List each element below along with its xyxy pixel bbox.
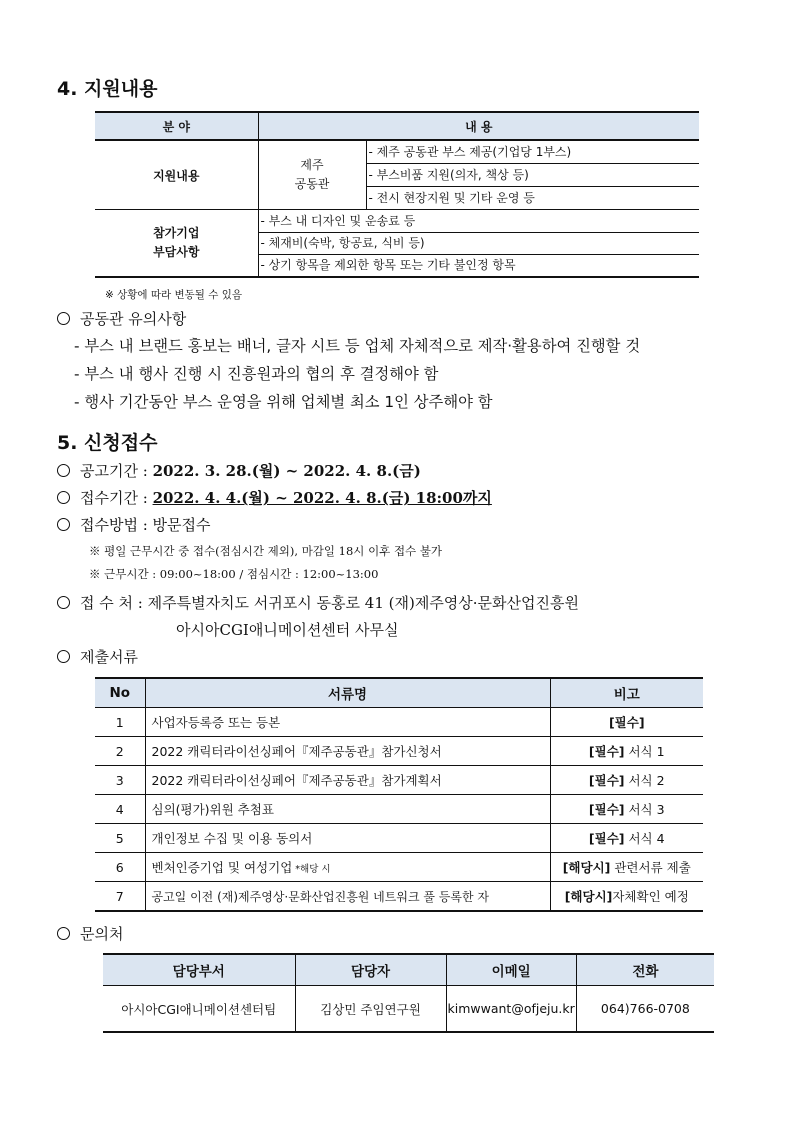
remark-tag: [해당시] <box>562 860 611 875</box>
support-item: - 부스비품 지원(의자, 책상 등) <box>367 164 700 187</box>
burden-label-a: 참가기업 <box>153 226 200 240</box>
row-remark <box>550 795 703 824</box>
contact-department: 아시아CGI애니메이션센터팀 <box>103 986 295 1033</box>
row-remark <box>550 853 703 882</box>
support-row-sub-b: 공동관 <box>294 177 330 191</box>
place-line2: 아시아CGI애니메이션센터 사무실 <box>176 621 399 639</box>
contact-person: 김상민 주임연구원 <box>295 986 446 1033</box>
receipt-place <box>57 592 579 613</box>
remark-text: 관련서류 제출 <box>610 860 691 875</box>
section-5-title: 5. 신청접수 <box>57 432 158 454</box>
header-no: No <box>95 678 145 708</box>
caution-item: - 부스 내 행사 진행 시 진흥원과의 협의 후 결정해야 함 <box>74 365 439 383</box>
row-no: 1 <box>95 708 145 737</box>
documents-table <box>95 677 703 912</box>
remark-text: 서식 1 <box>624 744 665 759</box>
row-remark <box>550 824 703 853</box>
support-item: - 제주 공동관 부스 제공(기업당 1부스) <box>367 141 700 164</box>
remark-text: 자체확인 예정 <box>612 889 689 904</box>
remark-tag: [필수] <box>588 802 625 817</box>
place-line1: 제주특별자치도 서귀포시 동홍로 41 (재)제주영상·문화산업진흥원 <box>147 594 579 612</box>
burden-row-items <box>258 210 699 278</box>
header-email: 이메일 <box>446 954 576 986</box>
support-item: - 전시 현장지원 및 기타 운영 등 <box>368 191 535 205</box>
row-remark <box>550 882 703 912</box>
support-table <box>95 111 699 278</box>
table-row <box>95 708 703 737</box>
table-row <box>95 882 703 912</box>
contact-title: 문의처 <box>80 925 124 943</box>
circle-bullet-icon <box>57 491 70 504</box>
row-remark <box>550 737 703 766</box>
contact-table-header <box>103 954 714 986</box>
remark-text: 서식 2 <box>624 773 665 788</box>
header-content: 내 용 <box>258 112 699 140</box>
row-no: 6 <box>95 853 145 882</box>
header-remark: 비고 <box>550 678 703 708</box>
method-note: ※ 평일 근무시간 중 접수(점심시간 제외), 마감일 18시 이후 접수 불가 <box>89 544 443 558</box>
remark-tag: [필수] <box>588 831 625 846</box>
circle-bullet-icon <box>57 312 70 325</box>
contact-email: kimwwant@ofjeju.kr <box>446 986 576 1033</box>
remark-tag: [필수] <box>588 744 625 759</box>
table-row <box>95 824 703 853</box>
contact-phone: 064)766-0708 <box>576 986 714 1033</box>
row-doc-name: 심의(평가)위원 추첨표 <box>145 795 550 824</box>
row-remark <box>550 766 703 795</box>
header-field: 분 야 <box>95 112 258 140</box>
notice-label: 공고기간 : <box>80 462 153 480</box>
row-doc-name: 사업자등록증 또는 등본 <box>145 708 550 737</box>
docs-heading <box>57 646 138 667</box>
header-phone: 전화 <box>576 954 714 986</box>
row-doc-name: 공고일 이전 (재)제주영상·문화산업진흥원 네트워크 풀 등록한 자 <box>145 882 550 912</box>
method-label: 접수방법 : 방문접수 <box>80 516 211 534</box>
section-4-title: 4. 지원내용 <box>57 78 158 100</box>
remark-text: 서식 4 <box>624 831 665 846</box>
row-doc-name: 개인정보 수집 및 이용 동의서 <box>145 824 550 853</box>
header-doc-name: 서류명 <box>145 678 550 708</box>
receipt-period <box>57 487 492 508</box>
row-doc-name <box>145 853 550 882</box>
burden-item: - 부스 내 디자인 및 운송료 등 <box>259 211 700 233</box>
receipt-label: 접수기간 : <box>80 489 153 507</box>
support-row-sub-a: 제주 <box>300 158 324 172</box>
table-row <box>95 853 703 882</box>
support-row <box>95 140 699 210</box>
notice-value: 2022. 3. 28.(월) ~ 2022. 4. 8.(금) <box>152 462 421 480</box>
burden-row-label <box>95 210 258 278</box>
documents-table-header <box>95 678 703 708</box>
caution-item: - 행사 기간동안 부스 운영을 위해 업체별 최소 1인 상주해야 함 <box>74 393 493 411</box>
place-label: 접 수 처 : <box>80 594 148 612</box>
burden-item: - 상기 항목을 제외한 항목 또는 기타 불인정 항목 <box>260 257 516 272</box>
row-doc-name: 2022 캐릭터라이선싱페어『제주공동관』참가신청서 <box>145 737 550 766</box>
table-row <box>95 766 703 795</box>
support-row-items <box>366 140 699 210</box>
notice-period <box>57 460 421 481</box>
remark-text: 서식 3 <box>624 802 665 817</box>
docs-title: 제출서류 <box>80 648 138 666</box>
row-no: 7 <box>95 882 145 912</box>
support-row-label: 지원내용 <box>95 140 258 210</box>
table-row <box>95 737 703 766</box>
remark-tag: [필수] <box>608 715 645 730</box>
header-person: 담당자 <box>295 954 446 986</box>
caution-heading <box>57 308 186 329</box>
circle-bullet-icon <box>57 464 70 477</box>
doc-name-note: *해당 시 <box>292 864 331 875</box>
circle-bullet-icon <box>57 927 70 940</box>
row-no: 4 <box>95 795 145 824</box>
receipt-value: 2022. 4. 4.(월) ~ 2022. 4. 8.(금) 18:00까지 <box>152 489 492 507</box>
burden-row <box>95 210 699 278</box>
row-no: 2 <box>95 737 145 766</box>
remark-tag: [필수] <box>588 773 625 788</box>
support-row-sub <box>258 140 366 210</box>
burden-label-b: 부담사항 <box>153 245 200 259</box>
caution-title: 공동관 유의사항 <box>80 310 187 328</box>
contact-table <box>103 953 714 1033</box>
circle-bullet-icon <box>57 650 70 663</box>
header-department: 담당부서 <box>103 954 295 986</box>
support-table-header <box>95 112 699 140</box>
circle-bullet-icon <box>57 596 70 609</box>
doc-name-text: 벤처인증기업 및 여성기업 <box>151 860 293 875</box>
table-row <box>95 795 703 824</box>
row-no: 5 <box>95 824 145 853</box>
circle-bullet-icon <box>57 518 70 531</box>
change-note: ※ 상황에 따라 변동될 수 있음 <box>105 289 243 301</box>
table-row <box>103 986 714 1033</box>
receipt-method <box>57 514 211 535</box>
hours-note: ※ 근무시간 : 09:00~18:00 / 점심시간 : 12:00~13:00 <box>89 567 379 581</box>
contact-heading <box>57 923 123 944</box>
caution-item: - 부스 내 브랜드 홍보는 배너, 글자 시트 등 업체 자체적으로 제작·활용하여 진행할 것 <box>74 337 641 355</box>
row-doc-name: 2022 캐릭터라이선싱페어『제주공동관』참가계획서 <box>145 766 550 795</box>
burden-item: - 체재비(숙박, 항공료, 식비 등) <box>259 233 700 255</box>
row-remark <box>550 708 703 737</box>
remark-tag: [해당시] <box>564 889 613 904</box>
row-no: 3 <box>95 766 145 795</box>
